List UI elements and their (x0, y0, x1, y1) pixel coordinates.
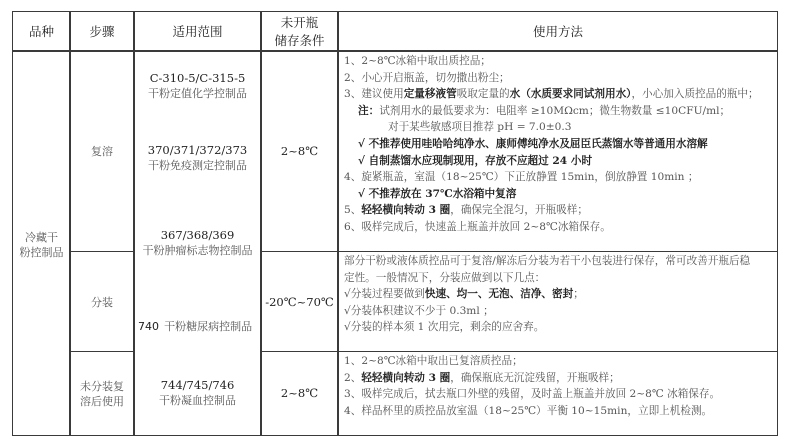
usage-check-2: √ 自制蒸馏水应现制现用，存放不应超过 24 小时 (358, 154, 593, 167)
usage-step-5 (344, 202, 778, 219)
usage-text: ； (573, 288, 584, 301)
usage-text: ，小心加入质控品的瓶中； (631, 88, 759, 101)
usage-check-1: √ 不推荐使用哇哈哈纯净水、康师傅纯净水及屈臣氏蒸馏水等普通用水溶解 (358, 137, 708, 150)
usage-text: 5、 (344, 204, 362, 217)
variety-line2: 粉控制品 (19, 246, 64, 259)
usage-text: ，确保瓶底无沉淀残留，开瓶吸样； (450, 371, 620, 384)
usage-check-3: √分装的样本须 1 次用完，剩余的应舍弃。 (344, 321, 545, 334)
scope-code: 744/745/746 (160, 378, 235, 392)
usage-emphasis: 定量移液管 (403, 88, 457, 101)
usage-step-4: 4、样品杯里的质控品放室温（18~25℃）平衡 10~15min，立即上机检测。 (344, 404, 713, 417)
scope-name: 干粉免疫测定控制品 (148, 159, 247, 172)
usage-text: 3、建议使用 (344, 88, 404, 101)
usage-step-3: 3、吸样完成后，拭去瓶口外壁的残留，及时盖上瓶盖并放回 2~8℃ 冰箱保存。 (344, 388, 721, 401)
header-step-label: 步骤 (89, 23, 115, 39)
storage-value: 2~8℃ (280, 144, 319, 158)
step-cell-aliquot (70, 252, 134, 352)
header-storage-line1: 未开瓶 (280, 14, 319, 30)
scope-code: 740 (138, 320, 159, 333)
header-storage (261, 12, 338, 51)
usage-note (344, 103, 778, 120)
scope-code: 370/371/372/373 (147, 143, 248, 157)
storage-cell-row3 (261, 352, 338, 435)
usage-step-2: 2、小心开启瓶盖，切勿撒出粉尘； (344, 71, 510, 84)
header-scope (134, 12, 261, 51)
usage-step-3 (344, 86, 778, 103)
scope-code: 367/368/369 (160, 228, 235, 242)
usage-text: √分装过程要做到 (344, 288, 425, 301)
usage-text: ，确保完全混匀，开瓶吸样； (450, 204, 588, 217)
header-step (70, 12, 134, 51)
variety-cell (13, 51, 70, 435)
step-cell-unaliquoted (70, 352, 134, 435)
scope-name: 干粉糖尿病控制品 (164, 320, 253, 333)
scope-name: 干粉肿瘤标志物控制品 (142, 244, 253, 257)
storage-value: -20℃~70℃ (265, 294, 334, 309)
usage-step-1: 1、2~8℃冰箱中取出质控品； (344, 55, 491, 67)
scope-item (134, 376, 261, 410)
step-cell-reconstitute (70, 51, 134, 252)
header-usage (338, 12, 778, 51)
usage-text: 2、 (344, 371, 362, 384)
usage-step-2 (344, 370, 778, 387)
usage-check-2: √分装体积建议不少于 0.3ml ； (344, 304, 494, 317)
scope-name: 干粉凝血控制品 (159, 394, 236, 407)
storage-cell-row2 (261, 252, 338, 352)
usage-check-3: √ 不推荐放在 37℃水浴箱中复溶 (358, 187, 517, 200)
header-scope-label: 适用范围 (172, 23, 223, 39)
scope-item (138, 315, 261, 331)
storage-value: 2~8℃ (280, 386, 319, 400)
usage-emphasis: 轻轻横向转动 3 圈 (361, 204, 451, 217)
note-label: 注： (358, 104, 380, 117)
usage-paragraph-1: 部分干粉或液体质控品可于复溶/解冻后分装为若干小包装进行保存，常可改善开瓶后稳 (344, 255, 751, 267)
scope-code: C-310-5/C-315-5 (149, 71, 246, 85)
storage-cell-row1 (261, 51, 338, 252)
header-variety-label: 品种 (28, 23, 54, 39)
header-usage-label: 使用方法 (532, 23, 583, 39)
step-label-line2: 溶后使用 (80, 394, 124, 408)
usage-text: 吸取定量的 (456, 88, 510, 101)
step-label: 分装 (91, 295, 113, 309)
usage-emphasis: 快速、均一、无泡、洁净、密封 (424, 288, 574, 301)
usage-cell-row3 (338, 353, 778, 435)
usage-cell-row1 (338, 53, 778, 251)
header-storage-line2: 储存条件 (274, 32, 325, 48)
usage-cell-row2 (338, 253, 778, 351)
usage-emphasis: 轻轻横向转动 3 圈 (361, 371, 451, 384)
usage-paragraph-2: 定性。一般情况下，分装应做到以下几点： (344, 271, 546, 284)
usage-note-ph: 对于某些敏感项目推荐 pH = 7.0±0.3 (388, 121, 572, 134)
usage-step-1: 1、2~8℃冰箱中取出已复溶质控品； (344, 355, 523, 367)
scope-cell (134, 51, 261, 435)
header-variety (13, 12, 70, 51)
usage-check-1 (344, 286, 778, 303)
scope-name: 干粉定值化学控制品 (148, 87, 247, 100)
step-label-line1: 未分装复 (80, 379, 124, 393)
note-text: 试剂用水的最低要求为：电阻率 ≥10MΩcm；微生物数量 ≤10CFU/ml； (379, 104, 731, 117)
step-label: 复溶 (91, 145, 113, 158)
variety-line1: 冷藏干 (25, 231, 58, 244)
scope-item (134, 69, 261, 103)
scope-item (134, 141, 261, 175)
usage-step-6: 6、吸样完成后，快速盖上瓶盖并放回 2~8℃冰箱保存。 (344, 220, 611, 233)
scope-item (134, 226, 261, 260)
usage-step-4: 4、旋紧瓶盖，室温（18~25℃）下正放静置 15min，倒放静置 10min ； (344, 171, 699, 184)
usage-emphasis: 水（水质要求同试剂用水） (509, 88, 632, 101)
